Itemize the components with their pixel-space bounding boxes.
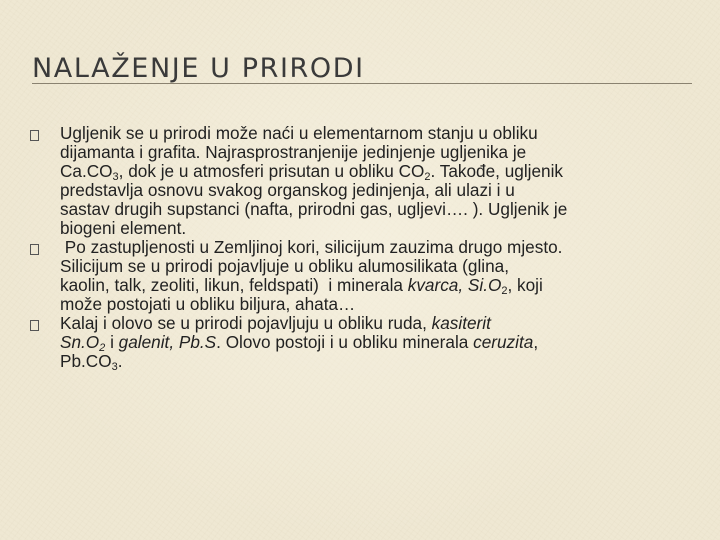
list-item [30, 238, 710, 314]
bullet-list [30, 124, 710, 371]
subscript: 2 [99, 342, 106, 354]
list-item-text [60, 238, 710, 314]
text-line [60, 219, 710, 238]
text-run: može postojati u obliku biljura, ahata… [60, 294, 356, 314]
text-run: . Takođe, ugljenik [430, 161, 563, 181]
text-run: biogeni element. [60, 218, 187, 238]
text-run: , koji [507, 275, 543, 295]
text-line [60, 276, 710, 295]
title-underline [32, 83, 692, 84]
text-run: kaolin, talk, zeoliti, likun, feldspati) i minerala [60, 275, 408, 295]
subscript: 2 [501, 285, 508, 297]
text-run: , dok je u atmosferi prisutan u obliku CO [118, 161, 425, 181]
italic-run: galenit, Pb.S [118, 332, 217, 352]
text-run: Ugljenik se u prirodi može naći u elementarnom stanju u obliku [60, 123, 538, 143]
subscript: 2 [424, 171, 431, 183]
text-run: dijamanta i grafita. Najrasprostranjenije jedinjenje ugljenika je [60, 142, 527, 162]
subscript: 3 [111, 361, 118, 373]
text-run: predstavlja osnovu svakog organskog jedinjenja, ali ulazi i u [60, 180, 515, 200]
text-run: Silicijum se u prirodi pojavljuje u obliku alumosilikata (glina, [60, 256, 509, 276]
text-run: , [533, 332, 539, 352]
italic-run: Sn.O [60, 332, 100, 352]
text-line [60, 238, 710, 257]
square-bullet-icon [30, 124, 60, 143]
text-line [60, 295, 710, 314]
text-line [60, 200, 710, 219]
text-line [60, 143, 710, 162]
list-item-text [60, 124, 710, 238]
text-line [60, 352, 710, 371]
list-item-text [60, 314, 710, 371]
italic-run: kasiterit [431, 313, 491, 333]
list-item [30, 124, 710, 238]
text-line [60, 333, 710, 352]
text-run: sastav drugih supstanci (nafta, prirodni gas, ugljevi…. ). Ugljenik je [60, 199, 568, 219]
text-line [60, 181, 710, 200]
text-run: . [117, 351, 123, 371]
text-run: Ca.CO [60, 161, 113, 181]
text-run: i [105, 332, 119, 352]
list-item [30, 314, 710, 371]
text-line [60, 124, 710, 143]
text-run: Po zastupljenosti u Zemljinoj kori, silicijum zauzima drugo mjesto. [60, 237, 563, 257]
text-run: Kalaj i olovo se u prirodi pojavljuju u obliku ruda, [60, 313, 432, 333]
subscript: 3 [112, 171, 119, 183]
text-run: Pb.CO [60, 351, 112, 371]
square-bullet-icon [30, 314, 60, 333]
italic-run: ceruzita [473, 332, 534, 352]
italic-run: kvarca, Si.O [407, 275, 502, 295]
text-line [60, 314, 710, 333]
square-bullet-icon [30, 238, 60, 257]
text-line [60, 162, 710, 181]
text-run: . Olovo postoji i u obliku minerala [216, 332, 474, 352]
text-line [60, 257, 710, 276]
slide-title: NALAŽENJE U PRIRODI [32, 53, 365, 84]
